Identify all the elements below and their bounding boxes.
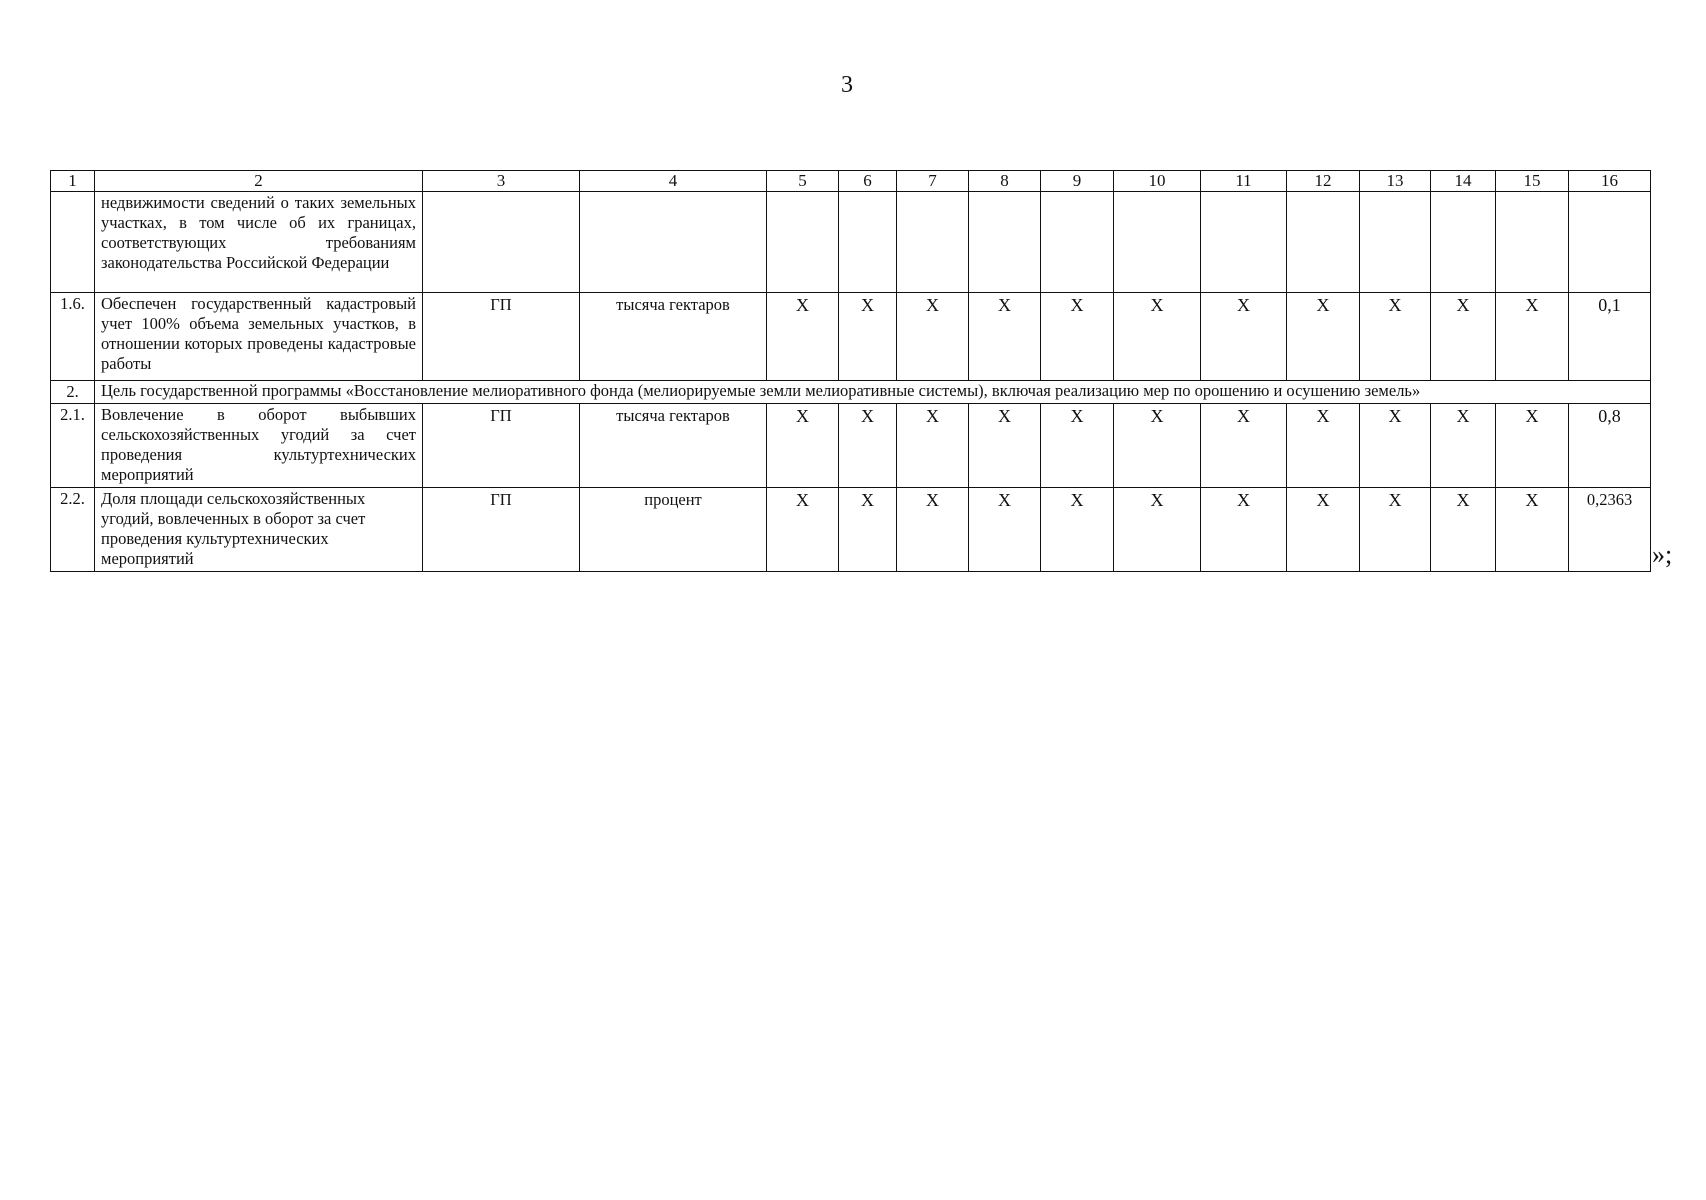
indicators-table <box>50 170 1651 572</box>
value-cell: 0,8 <box>1569 404 1651 488</box>
row-number: 2.1. <box>51 404 95 488</box>
value-cell: 0,2363 <box>1569 488 1651 572</box>
value-cell: X <box>767 293 839 381</box>
value-cell: X <box>1360 293 1431 381</box>
value-cell: X <box>1360 488 1431 572</box>
value-cell: X <box>1041 488 1114 572</box>
value-cell: X <box>969 293 1041 381</box>
indicator-type: ГП <box>423 293 580 381</box>
value-cell: X <box>839 293 897 381</box>
value-cell: X <box>1041 293 1114 381</box>
value-cell: X <box>1496 293 1569 381</box>
value-cell: X <box>1114 488 1201 572</box>
value-cell <box>897 192 969 293</box>
row-number: 1.6. <box>51 293 95 381</box>
table-row <box>51 404 1651 488</box>
value-cell: X <box>969 488 1041 572</box>
row-number <box>51 192 95 293</box>
indicator-type: ГП <box>423 404 580 488</box>
value-cell: X <box>1431 488 1496 572</box>
value-cell: X <box>897 488 969 572</box>
value-cell: X <box>1201 293 1287 381</box>
indicator-name: Обеспечен государственный кадастровый учет 100% объема земельных участков, в отношении которых проведены кадастровые работы <box>95 293 423 381</box>
value-cell: X <box>1431 404 1496 488</box>
column-number: 15 <box>1496 171 1569 192</box>
column-number: 13 <box>1360 171 1431 192</box>
value-cell <box>1360 192 1431 293</box>
value-cell: X <box>1201 488 1287 572</box>
indicator-unit: тысяча гектаров <box>580 404 767 488</box>
indicator-unit <box>580 192 767 293</box>
table-row <box>51 293 1651 381</box>
value-cell: X <box>1287 293 1360 381</box>
column-number: 5 <box>767 171 839 192</box>
column-number: 14 <box>1431 171 1496 192</box>
value-cell <box>969 192 1041 293</box>
row-number: 2.2. <box>51 488 95 572</box>
column-number: 1 <box>51 171 95 192</box>
indicator-unit: процент <box>580 488 767 572</box>
page-number: 3 <box>841 72 853 98</box>
column-number: 16 <box>1569 171 1651 192</box>
value-cell <box>767 192 839 293</box>
value-cell: X <box>969 404 1041 488</box>
value-cell: X <box>1360 404 1431 488</box>
value-cell <box>1569 192 1651 293</box>
value-cell: X <box>839 404 897 488</box>
value-cell: 0,1 <box>1569 293 1651 381</box>
value-cell: X <box>1287 488 1360 572</box>
value-cell <box>839 192 897 293</box>
value-cell: X <box>839 488 897 572</box>
value-cell: X <box>1041 404 1114 488</box>
column-number: 3 <box>423 171 580 192</box>
indicator-type: ГП <box>423 488 580 572</box>
value-cell <box>1287 192 1360 293</box>
value-cell: X <box>1431 293 1496 381</box>
indicator-name: недвижимости сведений о таких земельных участках, в том числе об их границах, соответствующих требованиям законодательства Российской Федерации <box>95 192 423 293</box>
value-cell: X <box>1287 404 1360 488</box>
indicator-name: Доля площади сельскохозяйственных угодий, вовлеченных в оборот за счет проведения культуртехнических мероприятий <box>95 488 423 572</box>
column-number: 6 <box>839 171 897 192</box>
value-cell <box>1114 192 1201 293</box>
table-row <box>51 192 1651 293</box>
column-number: 9 <box>1041 171 1114 192</box>
goal-row <box>51 381 1651 404</box>
column-number: 12 <box>1287 171 1360 192</box>
column-number: 8 <box>969 171 1041 192</box>
indicator-type <box>423 192 580 293</box>
value-cell <box>1201 192 1287 293</box>
value-cell: X <box>1114 404 1201 488</box>
row-number: 2. <box>51 381 95 404</box>
value-cell: X <box>1201 404 1287 488</box>
indicator-unit: тысяча гектаров <box>580 293 767 381</box>
column-number: 10 <box>1114 171 1201 192</box>
value-cell <box>1041 192 1114 293</box>
value-cell <box>1431 192 1496 293</box>
column-number: 7 <box>897 171 969 192</box>
value-cell: X <box>897 404 969 488</box>
value-cell: X <box>1496 488 1569 572</box>
table-row <box>51 488 1651 572</box>
closing-quote-mark: »; <box>1652 540 1673 569</box>
value-cell: X <box>1496 404 1569 488</box>
column-number-row <box>51 171 1651 192</box>
column-number: 2 <box>95 171 423 192</box>
value-cell: X <box>767 488 839 572</box>
column-number: 11 <box>1201 171 1287 192</box>
value-cell <box>1496 192 1569 293</box>
indicator-name: Вовлечение в оборот выбывших сельскохозяйственных угодий за счет проведения культуртехнических мероприятий <box>95 404 423 488</box>
program-goal: Цель государственной программы «Восстановление мелиоративного фонда (мелиорируемые земли мелиоративные системы), включая реализацию мер по орошению и осушению земель» <box>95 381 1651 404</box>
value-cell: X <box>897 293 969 381</box>
column-number: 4 <box>580 171 767 192</box>
value-cell: X <box>767 404 839 488</box>
value-cell: X <box>1114 293 1201 381</box>
